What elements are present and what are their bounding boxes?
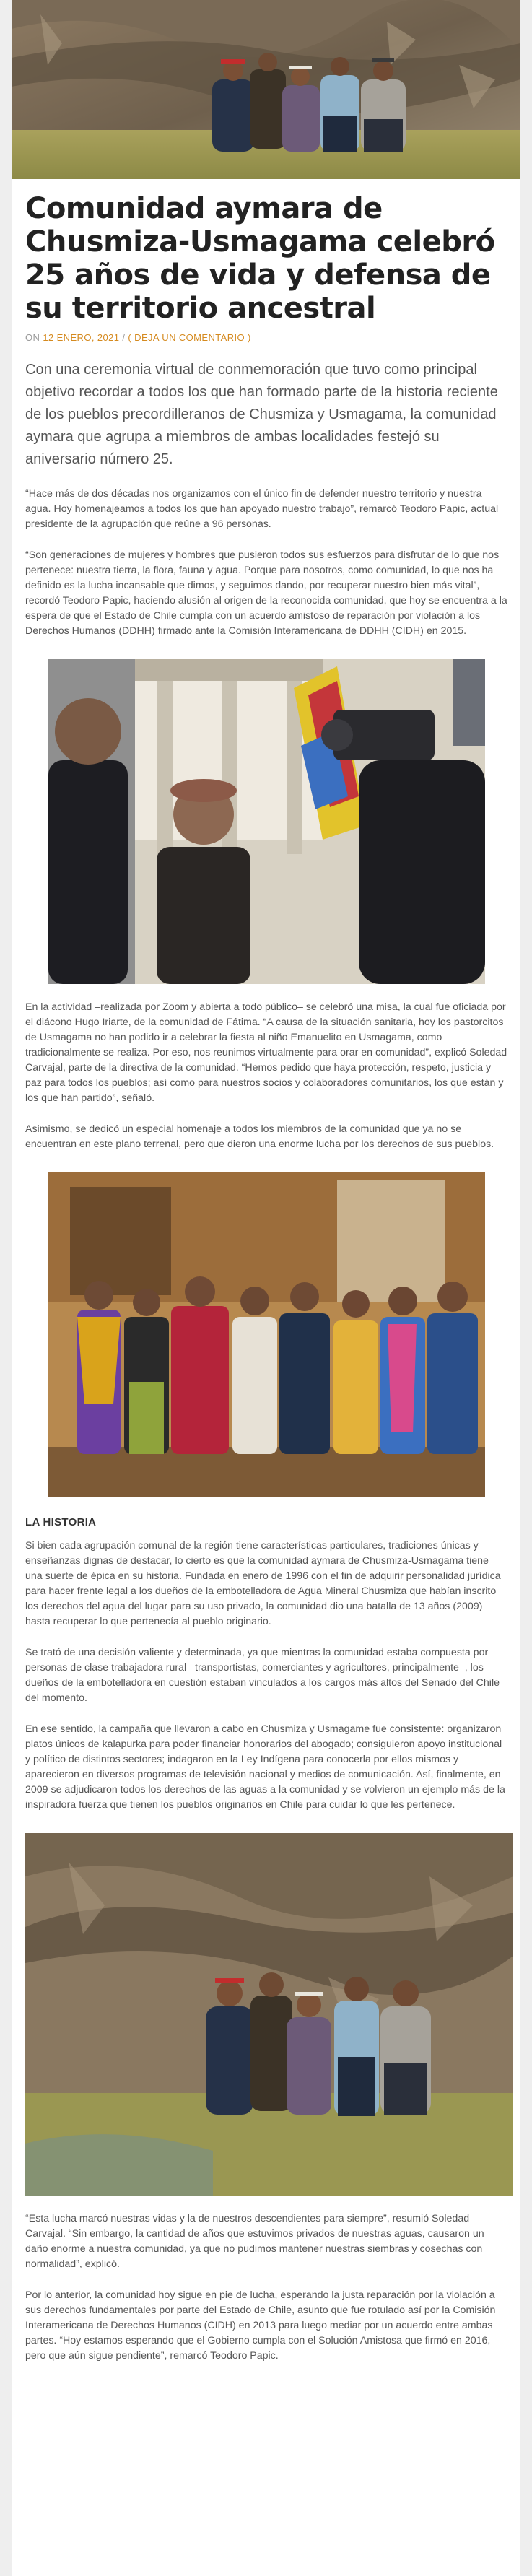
publish-date-link[interactable]: 12 ENERO, 2021: [43, 332, 120, 343]
hero-photo: [12, 0, 520, 179]
article-page: [12, 0, 520, 2576]
article-lead: Con una ceremonia virtual de conmemoración que tuvo como principal objetivo recordar a todos los que han formado parte de la historia reciente de los pueblos precordilleranos de Chusmiza y Usmagama, la comunidad aymara que agrupa a miembros de ambas localidades festejó su aniversario número 25.: [25, 362, 498, 467]
paragraph: “Son generaciones de mujeres y hombres que pusieron todos sus esfuerzos para disfrutar de lo que nos pertenece: nuestra tierra, la flora, fauna y agua. Porque para nosotros, como comunidad, lo que nos ha definido es la lucha incansable que dimos, y seguimos dando, por recuperar nuestro bien más vital”, recordó Teodoro Papic, haciendo alusión al origen de la reconocida comunidad, que hoy se encuentra a la espera de que el Estado de Chile cumpla con un acuerdo amistoso de reparación por violación a los Derechos Humanos (DDHH) firmado ante la Comisión Interamericana de DDHH (CIDH) en 2015.: [25, 549, 507, 637]
paragraph: “Esta lucha marcó nuestras vidas y la de nuestros descendientes para siempre”, resumió Soledad Carvajal. “Sin embargo, la cantidad de años que estuvimos privados de nuestras aguas, causaron un daño enorme a nuestra comunidad, ya que no pudimos mantener nuestras siembras y cosechas con normalidad”, explicó.: [25, 2213, 484, 2270]
paragraph: En la actividad –realizada por Zoom y abierta a todo público– se celebró una misa, la cual fue oficiada por el diácono Hugo Iriarte, de la comunidad de Fátima. “A causa de la situación sanitaria, hoy los pastorcitos de Usmagama no han podido ir a celebrar la fiesta al niño Emanuelito en Usmagama, como tradicionalmente se realiza. Por eso, nos reunimos virtualmente para orar en comunidad”, explicó Soledad Carvajal, parte de la directiva de la comunidad. “Hemos pedido que haya protección, respeto, justicia y paz para todos los pueblos; así como para nuestros socios y colaboradores comunitarios, los que están y los que han partido”, señaló.: [25, 1001, 507, 1104]
paragraph: Si bien cada agrupación comunal de la región tiene características particulares, tradiciones únicas y enseñanzas dignas de destacar, lo cierto es que la comunidad aymara de Chusmiza-Usmagama tiene una suerte de épica en su historia. Fundada en enero de 1996 con el fin de adquirir personalidad jurídica para hacer frente legal a los dueños de la embotelladora de Agua Mineral Chusmiza que habían inscrito los derechos del agua del lugar para su uso privado, la comunidad dio una batalla de 13 años (2009) hasta recuperar lo que pertenecía al pueblo originario.: [25, 1540, 501, 1627]
paragraph: Asimismo, se dedicó un especial homenaje a todos los miembros de la comunidad que ya no se encuentran en este plano terrenal, pero que dieron una enorme lucha por los derechos de sus pueblos.: [25, 1123, 494, 1150]
section-heading: LA HISTORIA: [25, 1516, 97, 1528]
paragraph: Se trató de una decisión valiente y determinada, ya que mientras la comunidad estaba compuesta por personas de clase trabajadora rural –transportistas, comerciantes y agricultores, principalmente–, los dueños de la embotelladora en cuestión estaban vinculados a los cargos más altos del Senado del Chile del momento.: [25, 1647, 500, 1704]
article-meta: ON 12 ENERO, 2021 / ( DEJA UN COMENTARIO ): [25, 332, 251, 343]
group-indoor-photo: [48, 1172, 485, 1497]
paragraph: En ese sentido, la campaña que llevaron a cabo en Chusmiza y Usmagame fue consistente: organizaron platos únicos de kalapurka para poder financiar honorarios del abogado; consiguieron apoyo institucional y político de distintos sectores; indagaron en la Ley Indígena para conocerla por ellos mismos y aparecieron en diversos programas de televisión nacional y medios de comunicación. Así, finalmente, en 2009 se adjudicaron todos los derechos de las aguas a la comunidad y se volvieron un ejemplo más de la inspiradora fuerza que tienen los pueblos originarios en Chile para cuidar lo que les pertenece.: [25, 1723, 505, 1811]
leave-comment-link[interactable]: ( DEJA UN COMENTARIO ): [128, 332, 251, 343]
paragraph: “Hace más de dos décadas nos organizamos con el único fin de defender nuestro territorio y nuestra agua. Hoy homenajeamos a todos los que han apoyado nuestro trabajo”, remarcó Teodoro Papic, actual presidente de la agrupación que reúne a 96 personas.: [25, 488, 499, 530]
group-hillside-photo: [25, 1833, 513, 2196]
interview-photo: [48, 659, 485, 984]
meta-prefix: ON: [25, 332, 40, 343]
article-title: Comunidad aymara de Chusmiza-Usmagama celebró 25 años de vida y defensa de su territorio ancestral: [25, 192, 495, 325]
paragraph: Por lo anterior, la comunidad hoy sigue en pie de lucha, esperando la justa reparación por la violación a sus derechos fundamentales por parte del Estado de Chile, asunto que fue rotulado así por la Comisión Interamericana de Derechos Humanos (CIDH) en 2013 para luego mediar por un acuerdo entre ambas partes. “Hoy estamos esperando que el Gobierno cumpla con el Solución Amistosa que firmó en 2016, pero que aún sigue pendiente”, remarcó Teodoro Papic.: [25, 2289, 496, 2362]
